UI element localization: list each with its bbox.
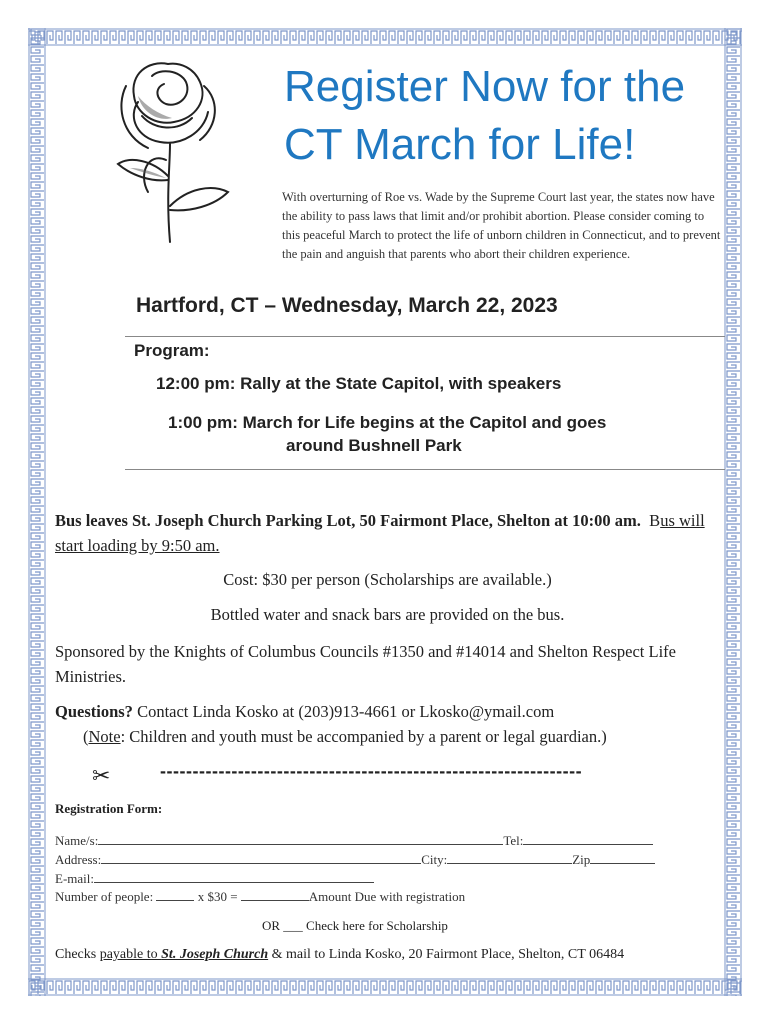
amount-label: Amount Due with registration (308, 889, 466, 904)
decorative-border-bottom (28, 978, 742, 996)
city-label: City: (421, 852, 448, 867)
people-field[interactable] (156, 888, 194, 901)
divider-top (125, 336, 725, 337)
price-label: x $30 = (194, 889, 241, 904)
tel-field[interactable] (523, 832, 653, 845)
form-row-name (55, 832, 653, 850)
rose-icon (108, 56, 238, 246)
checks-payable: payable to (99, 947, 162, 962)
registration-form-label: Registration Form: (55, 801, 163, 816)
people-label: Number of people: (55, 889, 157, 904)
name-label: Name/s: (55, 833, 99, 848)
address-label: Address: (55, 852, 102, 867)
sponsor-info: Sponsored by the Knights of Columbus Councils #1350 and #14014 and Shelton Respect Life Ministries. (55, 642, 676, 686)
program-item-march-line2: around Bushnell Park (286, 436, 462, 455)
checks-pre: Checks (55, 947, 100, 962)
program-label: Program: (134, 341, 210, 360)
decorative-border-top (28, 28, 742, 46)
note-open-paren: ( (83, 727, 89, 746)
bus-info (55, 508, 720, 558)
email-field[interactable] (94, 870, 374, 883)
questions-contact: Contact Linda Kosko at (203)913-4661 or Lkosko@ymail.com (132, 702, 555, 721)
cost-info: Cost: $30 per person (Scholarships are available.) (223, 570, 552, 589)
questions-label: Questions? (55, 702, 133, 721)
note-info (55, 724, 748, 749)
form-row-address (55, 851, 655, 869)
bus-loading-first: B (649, 511, 661, 530)
amount-field[interactable] (241, 888, 309, 901)
cut-dashes: ----------------------------------------------------------------- (160, 761, 583, 781)
page-title (284, 58, 734, 174)
tel-label: Tel: (503, 833, 524, 848)
title-line-2: CT March for Life! (284, 120, 636, 169)
program-item-rally: 12:00 pm: Rally at the State Capitol, with speakers (156, 374, 562, 393)
name-field[interactable] (98, 832, 503, 845)
scissors-icon: ✂ (92, 763, 111, 788)
bus-loading-time: us will start loading by 9:50 am. (55, 511, 705, 555)
checks-info (55, 947, 624, 963)
city-field[interactable] (447, 851, 572, 864)
checks-church: St. Joseph Church (161, 947, 269, 962)
zip-label: Zip (572, 852, 591, 867)
intro-paragraph: With overturning of Roe vs. Wade by the Supreme Court last year, the states now have the ability to pass laws that limit and/or prohibit abortion. Please consider coming to this peaceful March to protect the life of unborn children in Connecticut, and to prevent the pain and anguish that parents who abort their children experience. (282, 190, 721, 261)
checks-mailing: & mail to Linda Kosko, 20 Fairmont Place, Shelton, CT 06484 (268, 947, 625, 962)
program-item-march (168, 411, 708, 457)
water-info: Bottled water and snack bars are provided on the bus. (210, 605, 565, 624)
form-row-email (55, 870, 374, 888)
cut-line (92, 763, 692, 789)
form-row-people (55, 888, 465, 906)
title-line-1: Register Now for the (284, 62, 686, 111)
event-date-heading: Hartford, CT – Wednesday, March 22, 2023 (136, 294, 558, 317)
zip-field[interactable] (590, 851, 655, 864)
address-field[interactable] (101, 851, 421, 864)
questions-info (55, 699, 720, 724)
note-label: Note (88, 727, 121, 746)
bus-location: Bus leaves St. Joseph Church Parking Lot, 50 Fairmont Place, Shelton at 10:00 am. (55, 511, 641, 530)
program-item-march-line1: 1:00 pm: March for Life begins at the Capitol and goes (168, 413, 607, 432)
email-label: E-mail: (55, 871, 94, 886)
note-text: : Children and youth must be accompanied by a parent or legal guardian.) (120, 727, 607, 746)
decorative-border-left (28, 28, 46, 996)
divider-bottom (125, 469, 725, 470)
scholarship-checkbox-line[interactable]: OR ___ Check here for Scholarship (262, 918, 448, 933)
